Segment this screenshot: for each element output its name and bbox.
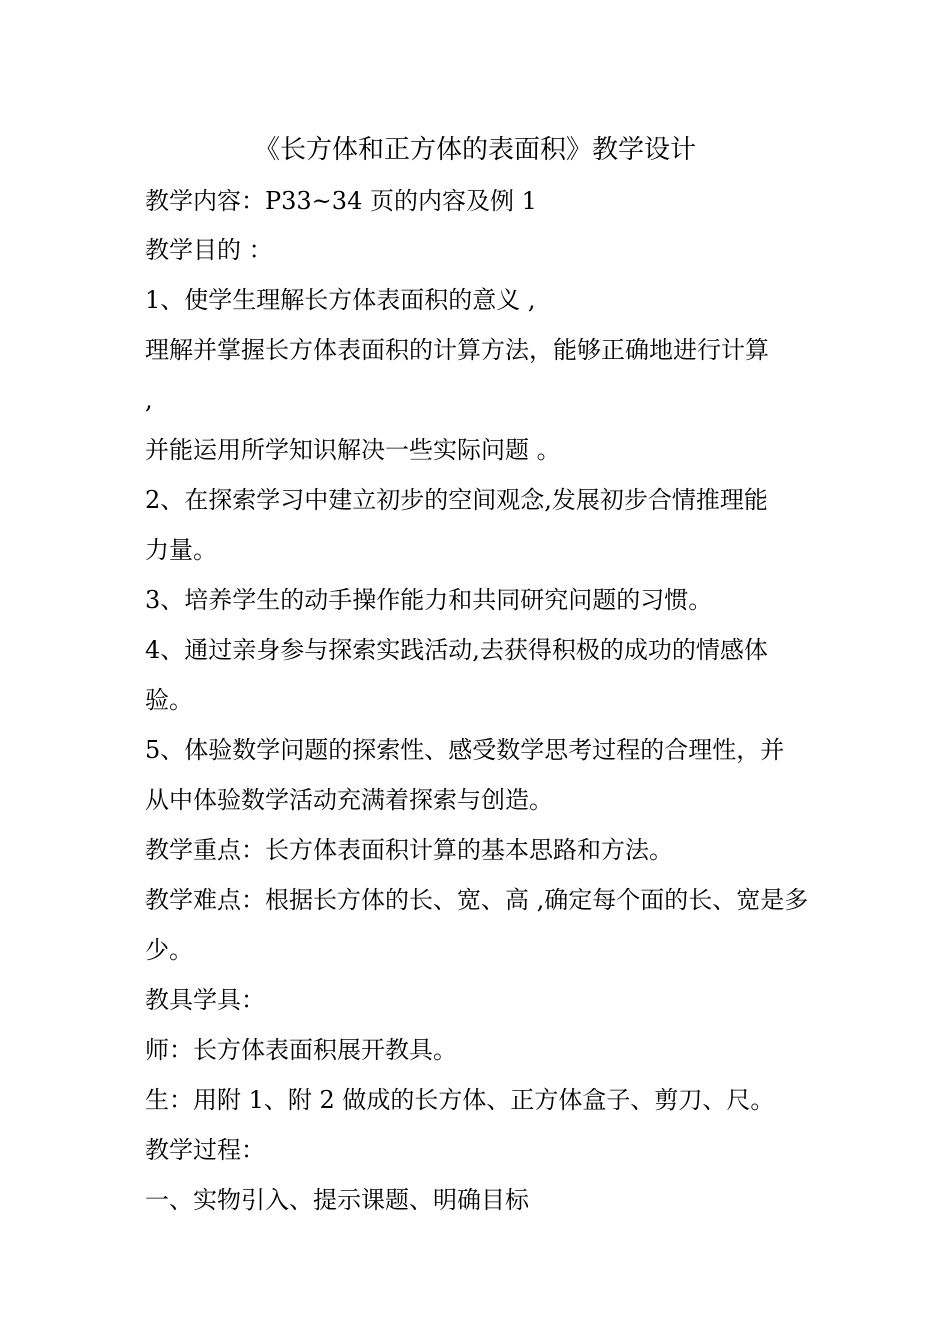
document-title: 《长方体和正方体的表面积》教学设计: [253, 135, 696, 165]
content-line: 3、培养学生的动手操作能力和共同研究问题的习惯。: [145, 586, 713, 614]
content-line: 4、通过亲身参与探索实践活动,去获得积极的成功的情感体: [145, 636, 768, 664]
content-line: 2、在探索学习中建立初步的空间观念,发展初步合情推理能: [145, 486, 768, 514]
content-line: 教学难点：根据长方体的长、宽、高 ,确定每个面的长、宽是多: [145, 886, 809, 914]
content-line: 教学重点：长方体表面积计算的基本思路和方法。: [145, 836, 673, 864]
content-line: 教学内容：P33~34 页的内容及例 1: [145, 187, 537, 215]
content-line: 5、体验数学问题的探索性、感受数学思考过程的合理性，并: [145, 736, 785, 764]
content-line: 力量。: [145, 536, 217, 564]
content-line: 教学过程：: [145, 1136, 265, 1164]
content-line: 从中体验数学活动充满着探索与创造。: [145, 786, 553, 814]
content-line: ,: [145, 386, 153, 414]
content-line: 生：用附 1、附 2 做成的长方体、正方体盒子、剪刀、尺。: [145, 1086, 775, 1114]
content-line: 验。: [145, 686, 193, 714]
content-line: 师：长方体表面积展开教具。: [145, 1036, 457, 1064]
content-line: 并能运用所学知识解决一些实际问题 。: [145, 436, 561, 464]
content-line: 1、使学生理解长方体表面积的意义 ,: [145, 286, 536, 314]
content-line: 理解并掌握长方体表面积的计算方法，能够正确地进行计算: [145, 336, 769, 364]
content-line: 少。: [145, 936, 193, 964]
content-line: 教具学具：: [145, 986, 265, 1014]
content-line: 教学目的 ：: [145, 236, 273, 264]
content-line: 一、实物引入、提示课题、明确目标: [145, 1186, 529, 1214]
